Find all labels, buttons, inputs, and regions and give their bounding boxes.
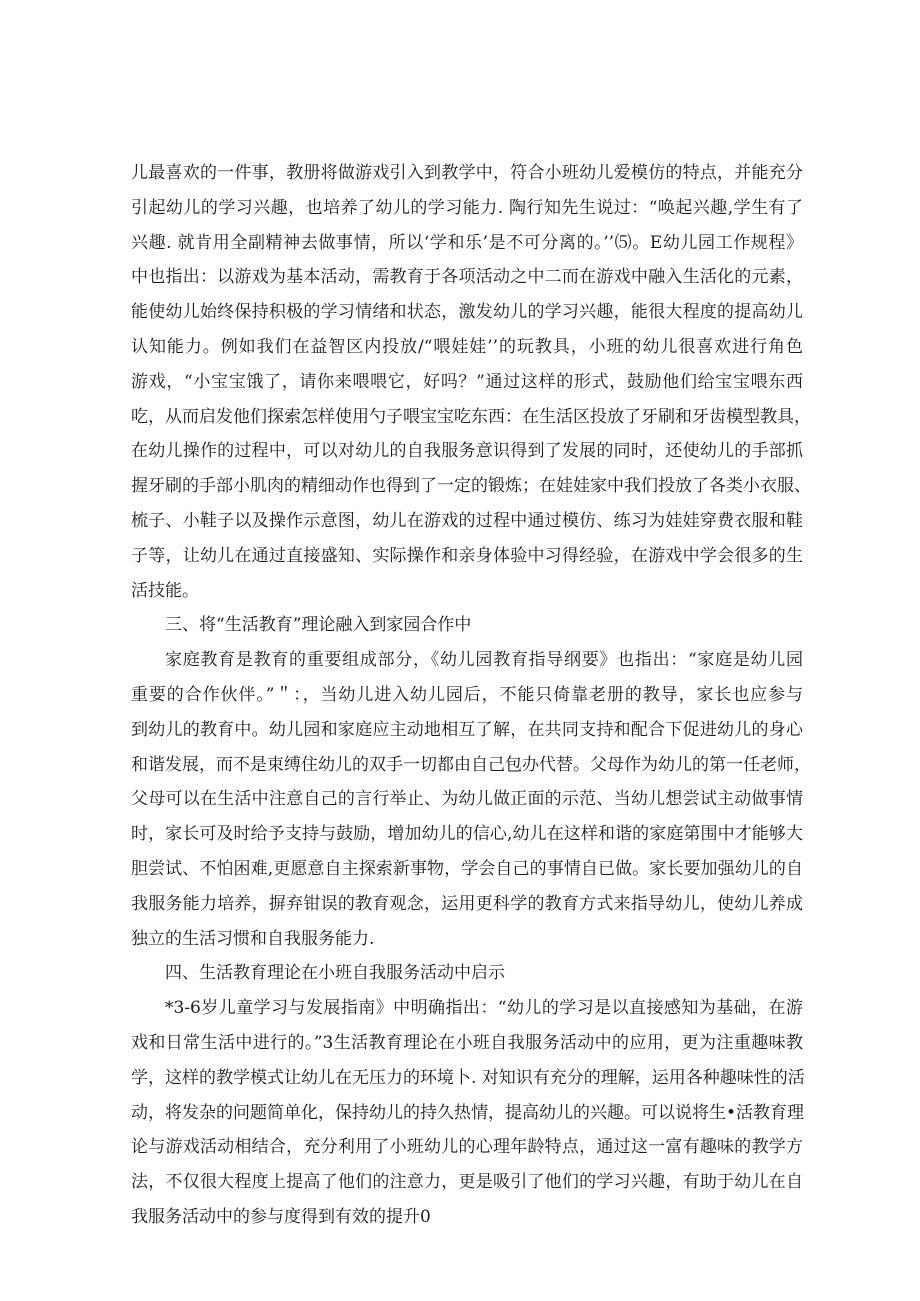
text-line: 能使幼儿始终保持积极的学习情绪和状态，激发幼儿的学习兴趣，能很大程度的提高幼儿 [131,302,803,323]
text-line: 兴趣. 就肯用全副精神去做事情，所以‘学和乐’是不可分离的。’’⑸。E幼儿园工作规程》 [131,232,803,253]
document-body [131,156,811,1235]
text-line: 儿最喜欢的一件事，教册将做游戏引入到教学中，符合小班幼儿爱模仿的特点，并能充分 [131,163,803,183]
section-heading: 三、将“生活教育”理论融入到家园合作中 [165,615,472,636]
text-line: 父母可以在生活中注意自己的言行举止、为幼儿做正面的示范、当幼儿想尝试主动做事情 [131,789,803,810]
text-line: 在幼儿操作的过程中，可以对幼儿的自我服务意识得到了发展的同时，还使幼儿的手部抓 [131,441,803,462]
text-line: 吃，从而启发他们探索怎样使用勺子喂宝宝吃东西：在生活区投放了牙刷和牙齿模型教具， [131,406,811,427]
text-line: 到幼儿的教育中。幼儿园和家庭应主动地相互了解，在共同支持和配合下促进幼儿的身心 [131,719,803,740]
text-line: 游戏，“小宝宝饿了，请你来喂喂它，好吗？”通过这样的形式，鼓励他们给宝宝喂东西 [131,371,803,392]
text-line: 独立的生活习惯和自我服务能力. [131,928,375,949]
text-line: 梳子、小鞋子以及操作示意图，幼儿在游戏的过程中通过模仿、练习为娃娃穿费衣服和鞋 [131,510,803,531]
text-line: 中也指出：以游戏为基本活动，需教育于各项活动之中二而在游戏中融入生活化的元素， [131,267,803,288]
text-line: 活技能。 [131,580,199,601]
text-line: 法，不仅很大程度上提高了他们的注意力，更是吸引了他们的学习兴趣，有助于幼儿在自 [131,1172,803,1193]
text-line: 握牙刷的手部小肌肉的精细动作也得到了一定的锻炼；在娃娃家中我们投放了各类小衣服、 [131,476,811,497]
section-heading: 四、生活教育理论在小班自我服务活动中启示 [165,963,505,984]
text-line: 我服务能力培养，摒弃钳误的教育观念，运用更科学的教育方式来指导幼儿，使幼儿养成 [131,893,803,914]
text-line: 家庭教育是教育的重要组成部分，《幼儿园教育指导纲要》也指出：“家庭是幼儿园 [165,650,803,671]
text-line: 子等，让幼儿在通过直接盛知、实际操作和亲身体验中习得经验，在游戏中学会很多的生 [131,545,803,566]
text-line: 戏和日常生活中进行的。”3生活教育理论在小班自我服务活动中的应用，更为注重趣味教 [131,1032,803,1053]
text-line: 动，将发杂的问题简单化，保持幼儿的持久热情，提高幼儿的兴趣。可以说将生•活教育理 [131,1102,805,1123]
text-line: 认知能力。例如我们在益智区内投放/“喂娃娃’’的玩教具，小班的幼儿很喜欢进行角色 [131,336,803,357]
text-line: 和谐发展，而不是束缚住幼儿的双手一切都由自己包办代替。父母作为幼儿的第一任老师， [131,754,811,775]
text-line: 论与游戏活动相结合，充分利用了小班幼儿的心理年龄特点，通过这一富有趣味的教学方 [131,1137,803,1158]
text-line: 引起幼儿的学习兴趣，也培养了幼儿的学习能力. 陶行知先生说过：“唤起兴趣,学生有了 [131,197,803,218]
text-line: 重要的合作伙伴。”＂：，当幼儿进入幼儿园后，不能只倚靠老册的教导，家长也应参与 [131,684,803,705]
text-line: *3-6岁儿童学习与发展指南》中明确指出：“幼儿的学习是以直接感知为基础，在游 [165,998,803,1019]
text-line: 我服务活动中的参与度得到有效的提升0 [131,1206,431,1227]
text-line: 胆尝试、不怕困难,更愿意自主探索新事物，学会自己的事情自已做。家长要加强幼儿的自 [131,858,803,879]
text-line: 时，家长可及时给予支持与鼓励，增加幼儿的信心,幼儿在这样和谐的家庭第围中才能够大 [131,824,803,845]
text-line: 学，这样的教学模式让幼儿在无压力的环境卜. 对知识有充分的理解，运用各种趣味性的活 [131,1067,805,1088]
